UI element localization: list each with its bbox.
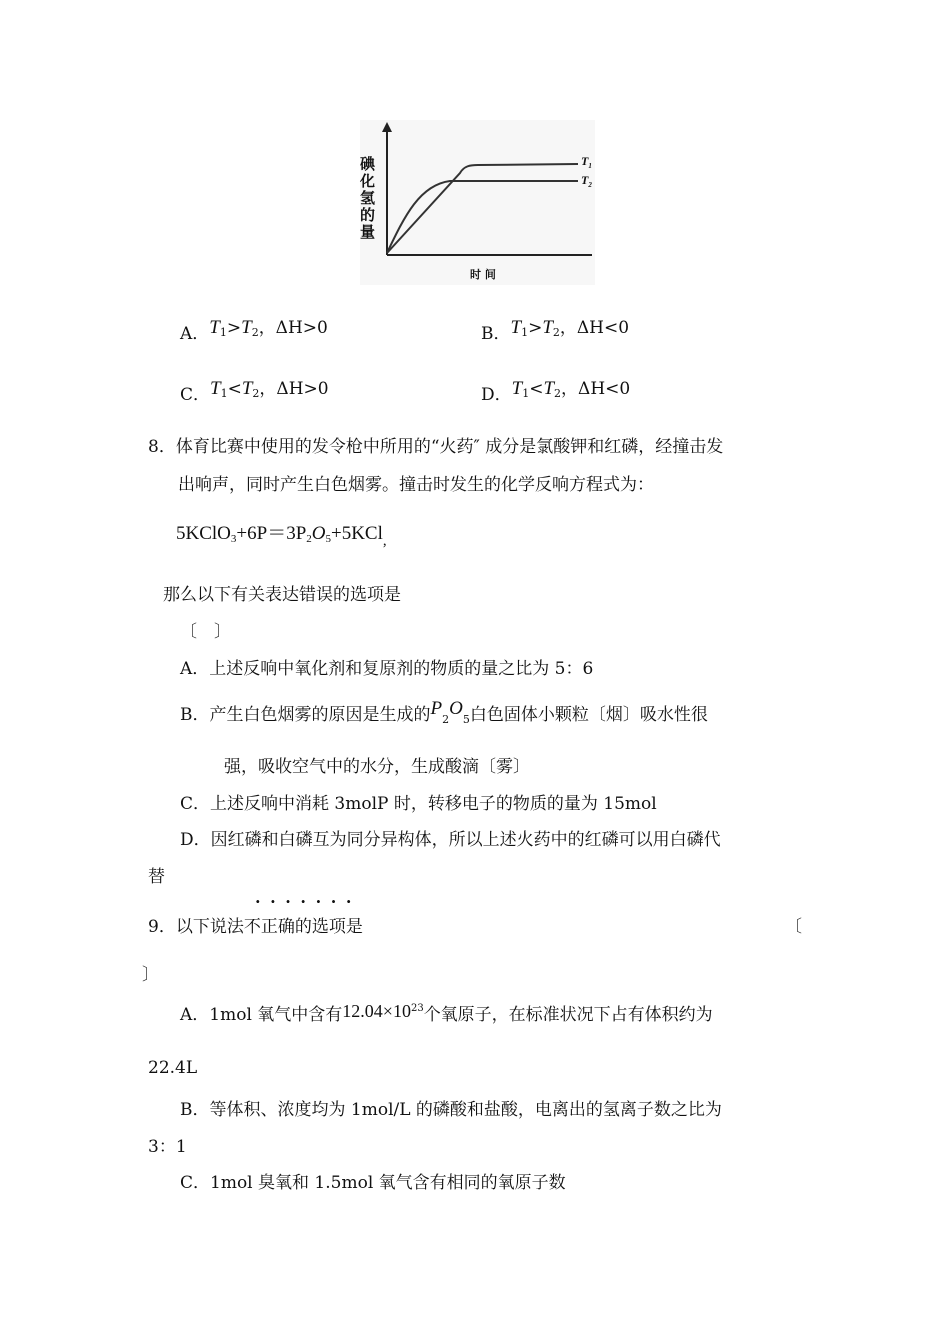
q9-option-c[interactable]: C．1mol 臭氧和 1.5mol 氧气含有相同的氧原子数 — [180, 1173, 566, 1193]
q7-option-d[interactable]: D．$T_1<T_2$，ΔH<0 — [481, 378, 631, 405]
q9-bracket-close[interactable]: 〕 — [142, 965, 159, 985]
q9-stem: 9．以下说法不正确的选项是 — [148, 917, 363, 937]
q7-option-c[interactable]: C．$T_1<T_2$，ΔH>0 — [180, 378, 329, 405]
q8-option-d[interactable]: D．因红磷和白磷互为同分异构体，所以上述火药中的红磷可以用白磷代 — [180, 830, 721, 850]
x-axis-label: 时 间 — [470, 268, 496, 281]
q8-stem-line2: 出响声，同时产生白色烟雾。撞击时发生的化学反响方程式为： — [178, 475, 654, 495]
q8-answer-bracket[interactable]: 〔 〕 — [180, 622, 231, 642]
curve-t1-label: $T_1$ — [581, 154, 592, 170]
q9-emphasis-dots: · · · · · · · — [255, 892, 354, 911]
q8-stem-line1: 8．体育比赛中使用的发令枪中所用的“火药″ 成分是氯酸钾和红磷，经撞击发 — [148, 437, 724, 457]
q9-option-a-line2: 22.4L — [148, 1058, 198, 1078]
q8-option-b[interactable]: B．产生白色烟雾的原因是生成的$P_2O_5$白色固体小颗粒〔烟〕吸水性很 — [180, 698, 708, 726]
reaction-figure — [360, 120, 595, 285]
q9-bracket-open[interactable]: 〔 — [785, 917, 802, 937]
q8-option-b-line2: 强，吸收空气中的水分，生成酸滴〔雾〕 — [224, 757, 530, 777]
q9-option-b-line2: 3：1 — [148, 1137, 187, 1157]
q9-option-b[interactable]: B．等体积、浓度均为 1mol/L 的磷酸和盐酸，电离出的氢离子数之比为 — [180, 1100, 722, 1120]
q7-option-a[interactable]: A．$T_1>T_2$，ΔH>0 — [180, 317, 328, 344]
q8-prompt: 那么以下有关表达错误的选项是 — [163, 585, 401, 605]
q8-equation: $5KClO_3+6P=3P_2O_5+5KCl_,$ — [176, 523, 387, 549]
q8-option-c[interactable]: C．上述反响中消耗 3molP 时，转移电子的物质的量为 15mol — [180, 794, 657, 814]
hi-amount-time-graph — [360, 120, 595, 285]
q8-option-a[interactable]: A．上述反响中氧化剂和复原剂的物质的量之比为 5：6 — [180, 659, 594, 679]
q7-option-b[interactable]: B．$T_1>T_2$，ΔH<0 — [481, 317, 630, 344]
curve-t2-label: $T_2$ — [581, 173, 592, 189]
y-axis-label: 碘化氢的量 — [360, 155, 376, 241]
q8-option-d-line2: 替 — [148, 867, 165, 887]
q9-option-a[interactable]: A．1mol 氧气中含有$12.04\times 10^{23}$个氧原子，在标准状况下占有体积约为 — [180, 1001, 713, 1025]
